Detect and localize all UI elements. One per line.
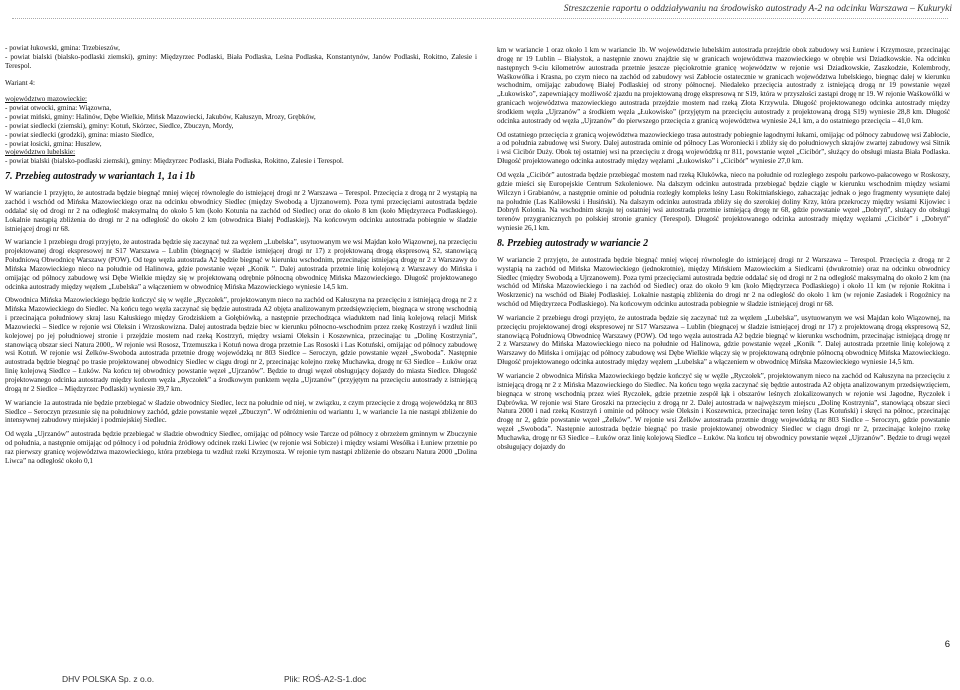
variant-heading: Wariant 4: <box>5 78 35 87</box>
paragraph: W wariancie 2 przebiegu drogi przyjęto, że autostrada będzie się zaczynać tuż za węzłem „Lubelska”, usytuowanym we wsi Majdan koło Wiązownej, na przecięciu projektowanej drogi ekspresowej nr S17 Warszawa – Lublin (biegnącej w śladzie istniejącej drogi nr 17) z projektowaną drogą ekspresową S2, stanowiącą Południową Obwodnicę Warszawy (POW). Od tego węzła autostrada A2 będzie biegnąć w kierunku wschodnim, przecinając istniejącą drogę nr 2 z Warszawy do Mińska Mazowieckiego nieco na południe od Halinowa, gdzie powstanie węzeł „Konik ”. Dalej autostrada przetnie linię kolejową z Warszawy do Mińska i omijając od północy zabudowę wsi Dębe Wielkie włączy się w projektowaną odrębnie północną obwodnicę Mińska Mazowieckiego. Długość projektowanego odcinka autostrady między węzłem „Lubelska” a włączeniem w obwodnicę Mińska Mazowieckiego wyniesie 14,5 km. <box>497 313 950 367</box>
paragraph: W wariancie 1 przyjęto, że autostrada będzie biegnąć mniej więcej równolegle do istniejącej drogi nr 2 Warszawa – Terespol. Przecięcia z drogą nr 2 wystąpią na zachód i wschód od Mińska Mazowieckiego oraz na odcinku obwodnicy Siedlec (między Swobodą a Ujrzanowem). Poza tymi przecięciami autostrada będzie oddalać się od drogi nr 2 na odległość maksymalną do około 5 km (koło Kotunia na zachód od Siedlec) oraz do około 8 km (koło Międzyrzeca Podlaskiego). Lokalnie nastąpią zbliżenia do drogi nr 2 na odległość do około 2 km (obwodnica Białej Podlaskiej). Na końcowym odcinku autostrada pobiegnie w śladzie istniejącej drogi nr 68. <box>5 189 477 233</box>
page-number: 6 <box>944 639 950 650</box>
list-item: - powiat siedlecki (grodzki), gmina: miasto Siedlce, <box>5 130 154 139</box>
paragraph: W wariancie 1 przebiegu drogi przyjęto, że autostrada będzie się zaczynać tuż za węzłem „Lubelska”, usytuowanym we wsi Majdan koło Wiązownej, na przecięciu projektowanej drogi ekspresowej nr S17 Warszawa – Lublin (biegnącej w śladzie istniejącej drogi nr 17) z projektowaną drogą ekspresową S2, stanowiącą Południową Obwodnicę Warszawy (POW). Od tego węzła autostrada A2 będzie biegnąć w kierunku wschodnim, przecinając istniejącą drogę nr 2 z Warszawy do Mińska Mazowieckiego nieco na południe od Halinowa, gdzie powstanie węzeł „Konik ”. Dalej autostrada przetnie linię kolejową z Warszawy do Mińska i omijając od północy zabudowę wsi Dębe Wielkie między się w projektowaną odrębnie północną obwodnicę Mińska Mazowieckiego. Długość projektowanego odcinka autostrady między węzłem „Lubelska” a włączeniem w obwodnicę Mińska Mazowieckiego wyniesie 14,5 km. <box>5 238 477 291</box>
paragraph: Od węzła „Cicibór” autostrada będzie przebiegać mostem nad rzeką Klukówka, nieco na południe od rozległego zespołu parkowo-pałacowego w Roskoszy, gdzie mieści się Europejskie Centrum Szkoleniowe. Na dalszym odcinku autostrada przebiegać będzie ciągle w kierunku wschodnim między wsiami Wilczyn i Grabianów, a następnie ominie od południa rozległy kompleks leśny Lasu Rokitniańskiego, zahaczając jednak o jego fragmenty wysunięte dalej na południe (Las Kaliłowski i Husiński). Na dalszym odcinku autostrada zbliży się do szerokiej doliny Krzy, która przekroczy między wsiami Kijowiec i Dobryń Kolonia. Na wschodnim skraju tej ostatniej wsi autostrada przetnie istniejącą drogę nr 68, gdzie powstanie węzeł „Dobryń”, służący do obsługi terenów przygranicznych po polskiej stronie granicy (Terespol). Długość projektowanego odcinka autostrady między węzłami „Cicibór” i „Dobryń” wyniesie 26,1 km. <box>497 170 950 233</box>
paragraph: Od ostatniego przecięcia z granicą województwa mazowieckiego trasa autostrady pobiegnie łagodnymi łukami, omijając od północy zabudowę wsi Zabłocie, a od południa zabudowę wsi Swory. Dalej autostrada ominie od północy Las Woroniecki i zbliży się do południowych skrajów zwartej zabudowy wsi Sitnik i wsi Cicibór Duży. Obok tej ostatniej wsi na przecięciu z drogą wojewódzką nr 811, powstanie węzeł „Cicibór”, służący do obsługi miasta Biała Podlaska. Długość projektowanego odcinka autostrady między węzłami „Łukowisko” i „Cicibór” wyniesie 27,0 km. <box>497 130 950 166</box>
list-item: - powiat łosicki, gmina: Huszlew, <box>5 139 102 148</box>
right-column <box>497 46 950 646</box>
section-heading: 8. Przebieg autostrady w wariancie 2 <box>497 237 649 249</box>
voivodeship-label: województwo mazowieckie: <box>5 95 88 104</box>
text-line: - powiat łukowski, gmina: Trzebieszów, <box>5 44 120 52</box>
list-item: - powiat miński, gminy: Halinów, Dębe Wielkie, Mińsk Mazowiecki, Jakubów, Kałuszyn, Mrozy, Grębków, <box>5 113 316 122</box>
header-rule <box>12 18 948 19</box>
header-title: Streszczenie raportu o oddziaływaniu na środowisko autostrady A-2 na odcinku Warszawa – Kukuryki <box>563 4 952 14</box>
list-item: - powiat bialski (bialsko-podlaski ziemski), gminy: Międzyrzec Podlaski, Biała Podlaska, Rokitno, Zalesie i Terespol. <box>5 157 344 166</box>
footer-filename: Plik: ROŚ-A2-S-1.doc <box>284 674 367 684</box>
paragraph: W wariancie 1a autostrada nie będzie przebiegać w śladzie obwodnicy Siedlec, lecz na południe od niej, w związku, z czym przecięcie z drogą wojewódzką nr 803 Siedlce – Seroczyn przesunie się na południowy zachód, gdzie powstanie węzeł „Zbuczyn”. W odróżnieniu od wariantu 1, w wariancie 1a nie nastąpi zbliżenie do intensywnej zabudowy miejskiej i podmiejskiej Siedlec. <box>5 398 477 425</box>
list-item: - powiat otwocki, gmina: Wiązowna, <box>5 104 112 113</box>
paragraph: W wariancie 2 obwodnica Mińska Mazowieckiego będzie kończyć się w węźle „Ryczołek”, projektowanym nieco na zachód od Kałuszyna na przecięciu z istniejącą drogą nr 2 z Mińska Mazowieckiego do Siedlec. Na końcu tego węzła zaczynać się będzie autostrada A2 objęta analizowanym przedsięwzięciem, biegnąca w stronę wschodnią przez wieś Ryczołek, gdzie przetnie zespół łąk i obszarów leśnych zlokalizowanych w rejonie wsi Jagodne, Ryczołek i Dąbrówka. W rejonie wsi Stare Groszki na przecięciu z drogą nr 2. Dalej autostrada w najwęższym miejscu „Dolinę Kostrzynia”, stanowiącą obszar sieci Natura 2000 i nad rzeką Kostrzyń i ominie od północy wsie Oleksin i Koszewnica, przecinając teren leśny (Las Kotuński) i skręci na północ, przecinając drogę nr 2, gdzie powstanie węzeł „Żelków”. W rejonie wsi Żelków autostrada przetnie drogę wojewódzką nr 803 Siedlce – Seroczyn, gdzie powstanie węzeł „Swoboda”. Następnie autostrada będzie biegnąć po trasie projektowanej obwodnicy Siedlec w ciągu drogi nr 2, przecinając kolejno rzekę Muchawka, drogę nr 63 Siedlce – Łuków oraz linię kolejową Siedlce – Łuków. Na końcu tej obwodnicy powstanie węzeł „Ujrzanów”. Będzie to drugi węzeł obsługujący dojazdy do <box>497 372 950 451</box>
paragraph: Obwodnica Mińska Mazowieckiego będzie kończyć się w węźle „Ryczołek”, projektowanym nieco na zachód od Kałuszyna na przecięciu z istniejącą drogą nr 2 z Mińska Mazowieckiego do Siedlec. Na końcu tego węzła zaczynać się będzie autostrada A2 objęta analizowanym przedsięwzięciem, biegnąca w stronę wschodnią i przecinająca południowy skraj lasu Kałuskiego między Grodziskiem a Gołębiówką, a następnie przechodząca wiaduktem nad linią kolejową relacji Mińsk Mazowiecki – Siedlce w rejonie wsi Oleksin i Wrzoskowizna. Dalej autostrada będzie biec w kierunku północno-wschodnim przez rzekę Kostrzyń i wzdłuż linii kolejowej po jej południowej stronie i przejdzie mostem nad rzeką Kostrzyń, między wsiami Oleksin i Koszewnica, przecinając tu „Dolinę Kostrzynia”, stanowiącą obszar sieci Natura 2000,. W rejonie wsi Rososz, Trzemuszka i Kotuń nowa droga przetnie Las Rososki i Las Kotuński, omijając od północy zabudowę wsi Kotuń. W rejonie wsi Żelków-Swoboda autostrada przetnie drogę wojewódzką nr 803 Siedlce – Seroczyn, gdzie powstanie węzeł „Swoboda”. Następnie autostrada będzie biegnąć po trasie projektowanej obwodnicy Siedlec w ciągu drogi nr 2, przecinając kolejno rzekę Muchawka, drogę nr 63 Siedlce – Łuków oraz linię kolejową Siedlce – Łuków. Na końcu tej obwodnicy powstanie węzeł „Ujrzanów”. Będzie to drugi węzeł obsługujący dojazdy do miasta Siedlce. Długość projektowanego odcinka autostrady między końcem węzła „Ryczołek” a środkowym punktem węzła „Ujrzanów” (przyjętym na przecięciu autostrady z istniejącą drogą nr 2 Siedlce – Międzyrzec Podlaski) wyniesie 39,7 km. <box>5 296 477 393</box>
section-heading: 7. Przebieg autostrady w wariantach 1, 1a i 1b <box>5 171 196 183</box>
left-column <box>5 44 477 644</box>
list-item: - powiat siedlecki (ziemski), gminy: Kotuń, Skórzec, Siedlce, Zbuczyn, Mordy, <box>5 121 234 130</box>
paragraph: km w wariancie 1 oraz około 1 km w wariancie 1b. W województwie lubelskim autostrada przejdzie obok zabudowy wsi Łuniew i Krzymosze, przecinając drogę nr 19 Lublin – Białystok, a następnie znowu znajdzie się w granicach województwa mazowieckiego w obrębie wsi Dziadkowskie. Na odcinku następnych 9-ciu kilometrów autostrada przetnie jeszcze pięciokrotnie granicę województw w rejonie wsi Dziadkowskie, Zaszkodzie, Kolembrody, Waśkowólka i Krasna, po czym nieco na zachód od zabudowy wsi Zabłocie ostatecznie w granicach województwa lubelskiego, biegnąc dalej w kierunku wschodnim, omijając zabudowę Białej Podlaskiej od strony północnej. Niedaleko przecięcia autostrady z istniejącą drogą nr 19 powstanie węzeł „Łukowisko”, zapewniający możliwość zjazdu na projektowaną drogę ekspresową nr S19, która w przyszłości zastąpi drogę nr 19. W rejonie Waśkowólki w granicach województwa mazowieckiego autostrada przejdzie mostem nad rzeką Złota Krzywula. Długość projektowanego odcinka autostrady między środkiem węzła „Ujrzanów” a środkiem węzła „Łukowisko” (przyjętym na przecięciu autostrady z projektowaną drogą S19) wyniesie 28,8 km. Długość odcinka autostrady od węzła „Ujrzanów” do pierwszego przecięcia z granicą województwa wyniesie 24,1 km, a do ostatniego przecięcia – 41,0 km. <box>497 46 950 125</box>
text-line: - powiat bialski (bialsko-podlaski ziemski), gminy: Międzyrzec Podlaski, Biała Podlaska, Leśna Podlaska, Konstantynów, Janów Podlaski, Rokitno, Zalesie i Terespol. <box>5 52 477 70</box>
paragraph: W wariancie 2 przyjęto, że autostrada będzie biegnąć mniej więcej równolegle do istniejącej drogi nr 2 Warszawa – Terespol. Przecięcia z drogą nr 2 wystąpią na zachód od Mińska Mazowieckiego (jednokrotnie), między Mińskiem Mazowieckim a Siedlcami (dwukrotnie) oraz na odcinku obwodnicy Siedlec (między Swobodą a Ujrzanowem). Poza tymi przecięciami autostrada będzie oddalać się od drogi nr 2 na odległość maksymalną do około 2 km (na wschód od Mińska Mazowieckiego i na zachód od Siedlec) oraz do około 9 km (koło Międzyrzeca Podlaskiego) i około 11 km (w rejonie Rokitna i Woskrzenic) na wschód od Białej Podlaskiej. Lokalnie nastąpią zbliżenia do drogi nr 2 na odległość do około 1 km (w rejonie Zasiadek i Rogoźnicy na wschód od Międzyrzeca Podlaskiego). Na końcowym odcinku autostrada pobiegnie w śladzie istniejącej drogi nr 68. <box>497 255 950 309</box>
paragraph: Od węzła „Ujrzanów” autostrada będzie przebiegać w śladzie obwodnicy Siedlec, omijając od północy wsie Tarcze od północy z obrzeżem gminnym w Zbuczynie od południa, a następnie omijając od północy i od południa źródłowy odcinek rzeki Liwiec (w rejonie wsi Sobicze) i między wsiami Wesółka i Łuniew przetnie po raz pierwszy granicę województwa mazowieckiego, która przebiega tu wzdłuż rzeki Krzymosza. W rejonie tym nastąpi zbliżenie do obszaru Natura 2000 „Dolina Liwca” na odległość około 0,1 <box>5 430 477 465</box>
footer-company: DHV POLSKA Sp. z o.o. <box>62 674 155 684</box>
voivodeship-label: województwo lubelskie: <box>5 148 76 157</box>
